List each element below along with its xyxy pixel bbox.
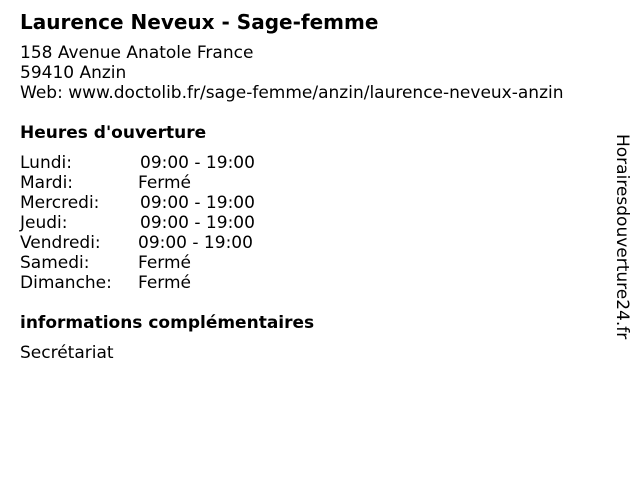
- day-label: Dimanche:: [20, 273, 112, 293]
- street-address: 158 Avenue Anatole France: [20, 43, 254, 63]
- page-title: Laurence Neveux - Sage-femme: [20, 10, 379, 34]
- opening-hours-heading: Heures d'ouverture: [20, 123, 207, 143]
- day-label: Mardi:: [20, 173, 74, 193]
- day-label: Lundi:: [20, 153, 72, 173]
- site-watermark: Horairesdouverture24.fr: [612, 134, 632, 340]
- hours-value: 09:00 - 19:00: [140, 213, 255, 233]
- additional-info-text: Secrétariat: [20, 343, 114, 363]
- day-label: Samedi:: [20, 253, 90, 273]
- day-label: Mercredi:: [20, 193, 100, 213]
- address-block: [20, 43, 564, 103]
- hours-value: 09:00 - 19:00: [140, 193, 255, 213]
- hours-value: Fermé: [138, 273, 192, 293]
- hours-value: 09:00 - 19:00: [140, 153, 255, 173]
- hours-value: Fermé: [138, 253, 192, 273]
- hours-value: Fermé: [138, 173, 192, 193]
- hours-value: 09:00 - 19:00: [138, 233, 253, 253]
- day-label: Vendredi:: [20, 233, 101, 253]
- additional-info-heading: informations complémentaires: [20, 313, 315, 333]
- city-postcode: 59410 Anzin: [20, 63, 127, 83]
- website-text: Web: www.doctolib.fr/sage-femme/anzin/laurence-neveux-anzin: [20, 83, 564, 103]
- day-label: Jeudi:: [20, 213, 68, 233]
